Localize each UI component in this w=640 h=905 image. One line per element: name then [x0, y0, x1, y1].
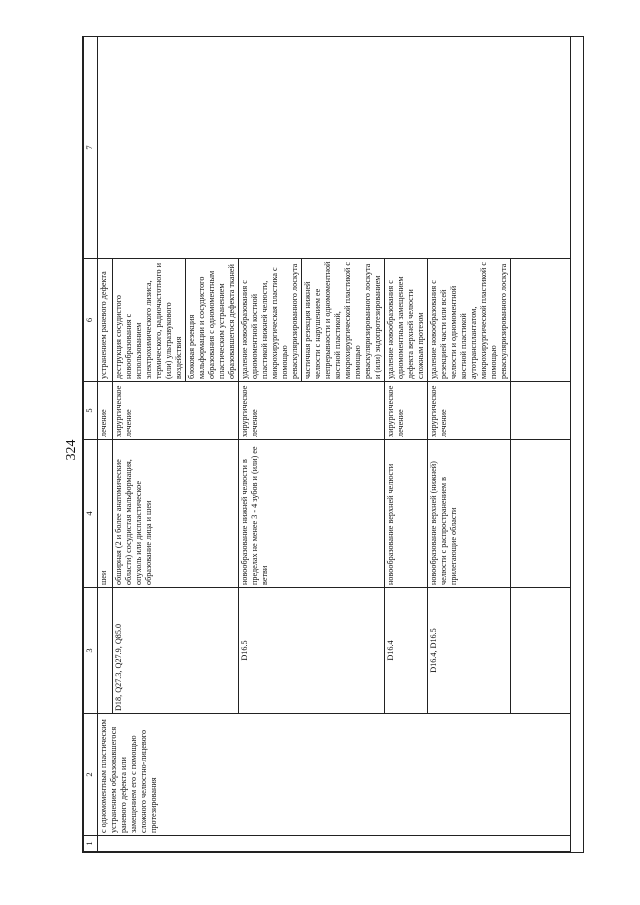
diagnosis-cell [239, 440, 385, 588]
treatment-type-cell [428, 382, 511, 440]
treatment-method-cell [239, 259, 385, 382]
treatment-method-cell [98, 259, 113, 382]
empty-cell [511, 259, 571, 382]
diagnosis-cell [385, 440, 428, 588]
treatment-method-text: деструкция сосудистого новообразования с использованием электрохимического лизиса, термического, радиочастотного и (или) ультразвукового воздействия [114, 262, 183, 379]
diagnosis-text: обширная (2 и более анатомические области) сосудистая мальформация, опухоль или диспластическое образование лица и шеи [114, 459, 153, 585]
diagnosis-cell [428, 440, 511, 588]
empty-cell [511, 440, 571, 588]
treatment-type-text: хирургическое лечение [114, 385, 133, 437]
code-cell [98, 588, 113, 714]
column-number: 2 [84, 714, 98, 836]
treatment-method-text: удаление новообразования с одномоментной костной пластикой нижней челюсти, микрохирургическая пластика с помощью реваскуляризированного лоскута [240, 263, 299, 379]
diagnosis-text: новообразование нижней челюсти в пределах не менее 3 - 4 зубов и (или) ее ветви [240, 446, 269, 585]
column-number: 4 [84, 440, 98, 588]
column-number-row [84, 37, 98, 852]
empty-cell [511, 588, 571, 714]
treatment-type-cell [239, 382, 385, 440]
treatment-method-text: удаление новообразования с одномоментным замещением дефекта верхней челюсти сложным протезом [386, 276, 425, 379]
diagnosis-text: шеи [99, 570, 108, 585]
code-cell [428, 588, 511, 714]
column-number: 3 [84, 588, 98, 714]
column-number: 7 [84, 37, 98, 259]
treatment-type-text: хирургическое лечение [429, 385, 448, 437]
empty-cell [98, 37, 571, 259]
treatment-method-text: частичная резекция нижней челюсти с нарушением ее непрерывности и одномоментной костной пластикой, микрохирургической пластикой с помощью реваскуляризированного лоскута и (или) эндопротезированием [303, 261, 382, 379]
medical-procedures-table [83, 36, 571, 852]
method-description-cell [98, 714, 571, 836]
icd-code-text: D16.4 [386, 640, 395, 661]
method-description-text: с одномоментным пластическим устранением образовавшегося раневого дефекта или замещением его с помощью сложного челюстно-лицевого протезирования [99, 719, 158, 833]
treatment-type-cell [98, 382, 113, 440]
treatment-method-cell [428, 259, 511, 382]
table-row [98, 37, 113, 852]
diagnosis-text: новообразование верхней челюсти [386, 463, 395, 585]
treatment-type-text: хирургическое лечение [240, 385, 259, 437]
diagnosis-cell [98, 440, 113, 588]
empty-cell [98, 836, 571, 852]
icd-code-text: D18, Q27.3, Q27.9, Q85.0 [114, 623, 123, 711]
treatment-type-text: лечение [99, 409, 108, 437]
page-number: 324 [64, 439, 79, 461]
treatment-method-cell [385, 259, 428, 382]
rotated-table-frame [83, 37, 583, 852]
treatment-type-cell [385, 382, 428, 440]
treatment-type-cell [113, 382, 239, 440]
empty-cell [511, 382, 571, 440]
treatment-method-text: блоковая резекция мальформации и сосудистого образования с одномоментным пластическим устранением образовавшегося дефекта тканей [187, 264, 236, 379]
code-cell [113, 588, 239, 714]
icd-code-text: D16.4, D16.5 [429, 628, 438, 673]
icd-code-text: D16.5 [240, 640, 249, 661]
table-container [82, 36, 584, 853]
diagnosis-cell [113, 440, 239, 588]
treatment-method-cell [113, 259, 239, 382]
column-number: 1 [84, 836, 98, 852]
treatment-method-text: устранением раневого дефекта [99, 271, 108, 379]
treatment-type-text: хирургическое лечение [386, 385, 405, 437]
diagnosis-text: новообразование верхней (нижней) челюсти с распространением в прилегающие области [429, 461, 458, 585]
column-number: 6 [84, 259, 98, 382]
code-cell [239, 588, 385, 714]
code-cell [385, 588, 428, 714]
treatment-method-text: удаление новообразования с резекцией части или всей челюсти и одномоментной костной пластикой аутотрансплантатом, микрохирургической пластикой с помощью реваскуляризированного лоскута [429, 262, 508, 379]
column-number: 5 [84, 382, 98, 440]
